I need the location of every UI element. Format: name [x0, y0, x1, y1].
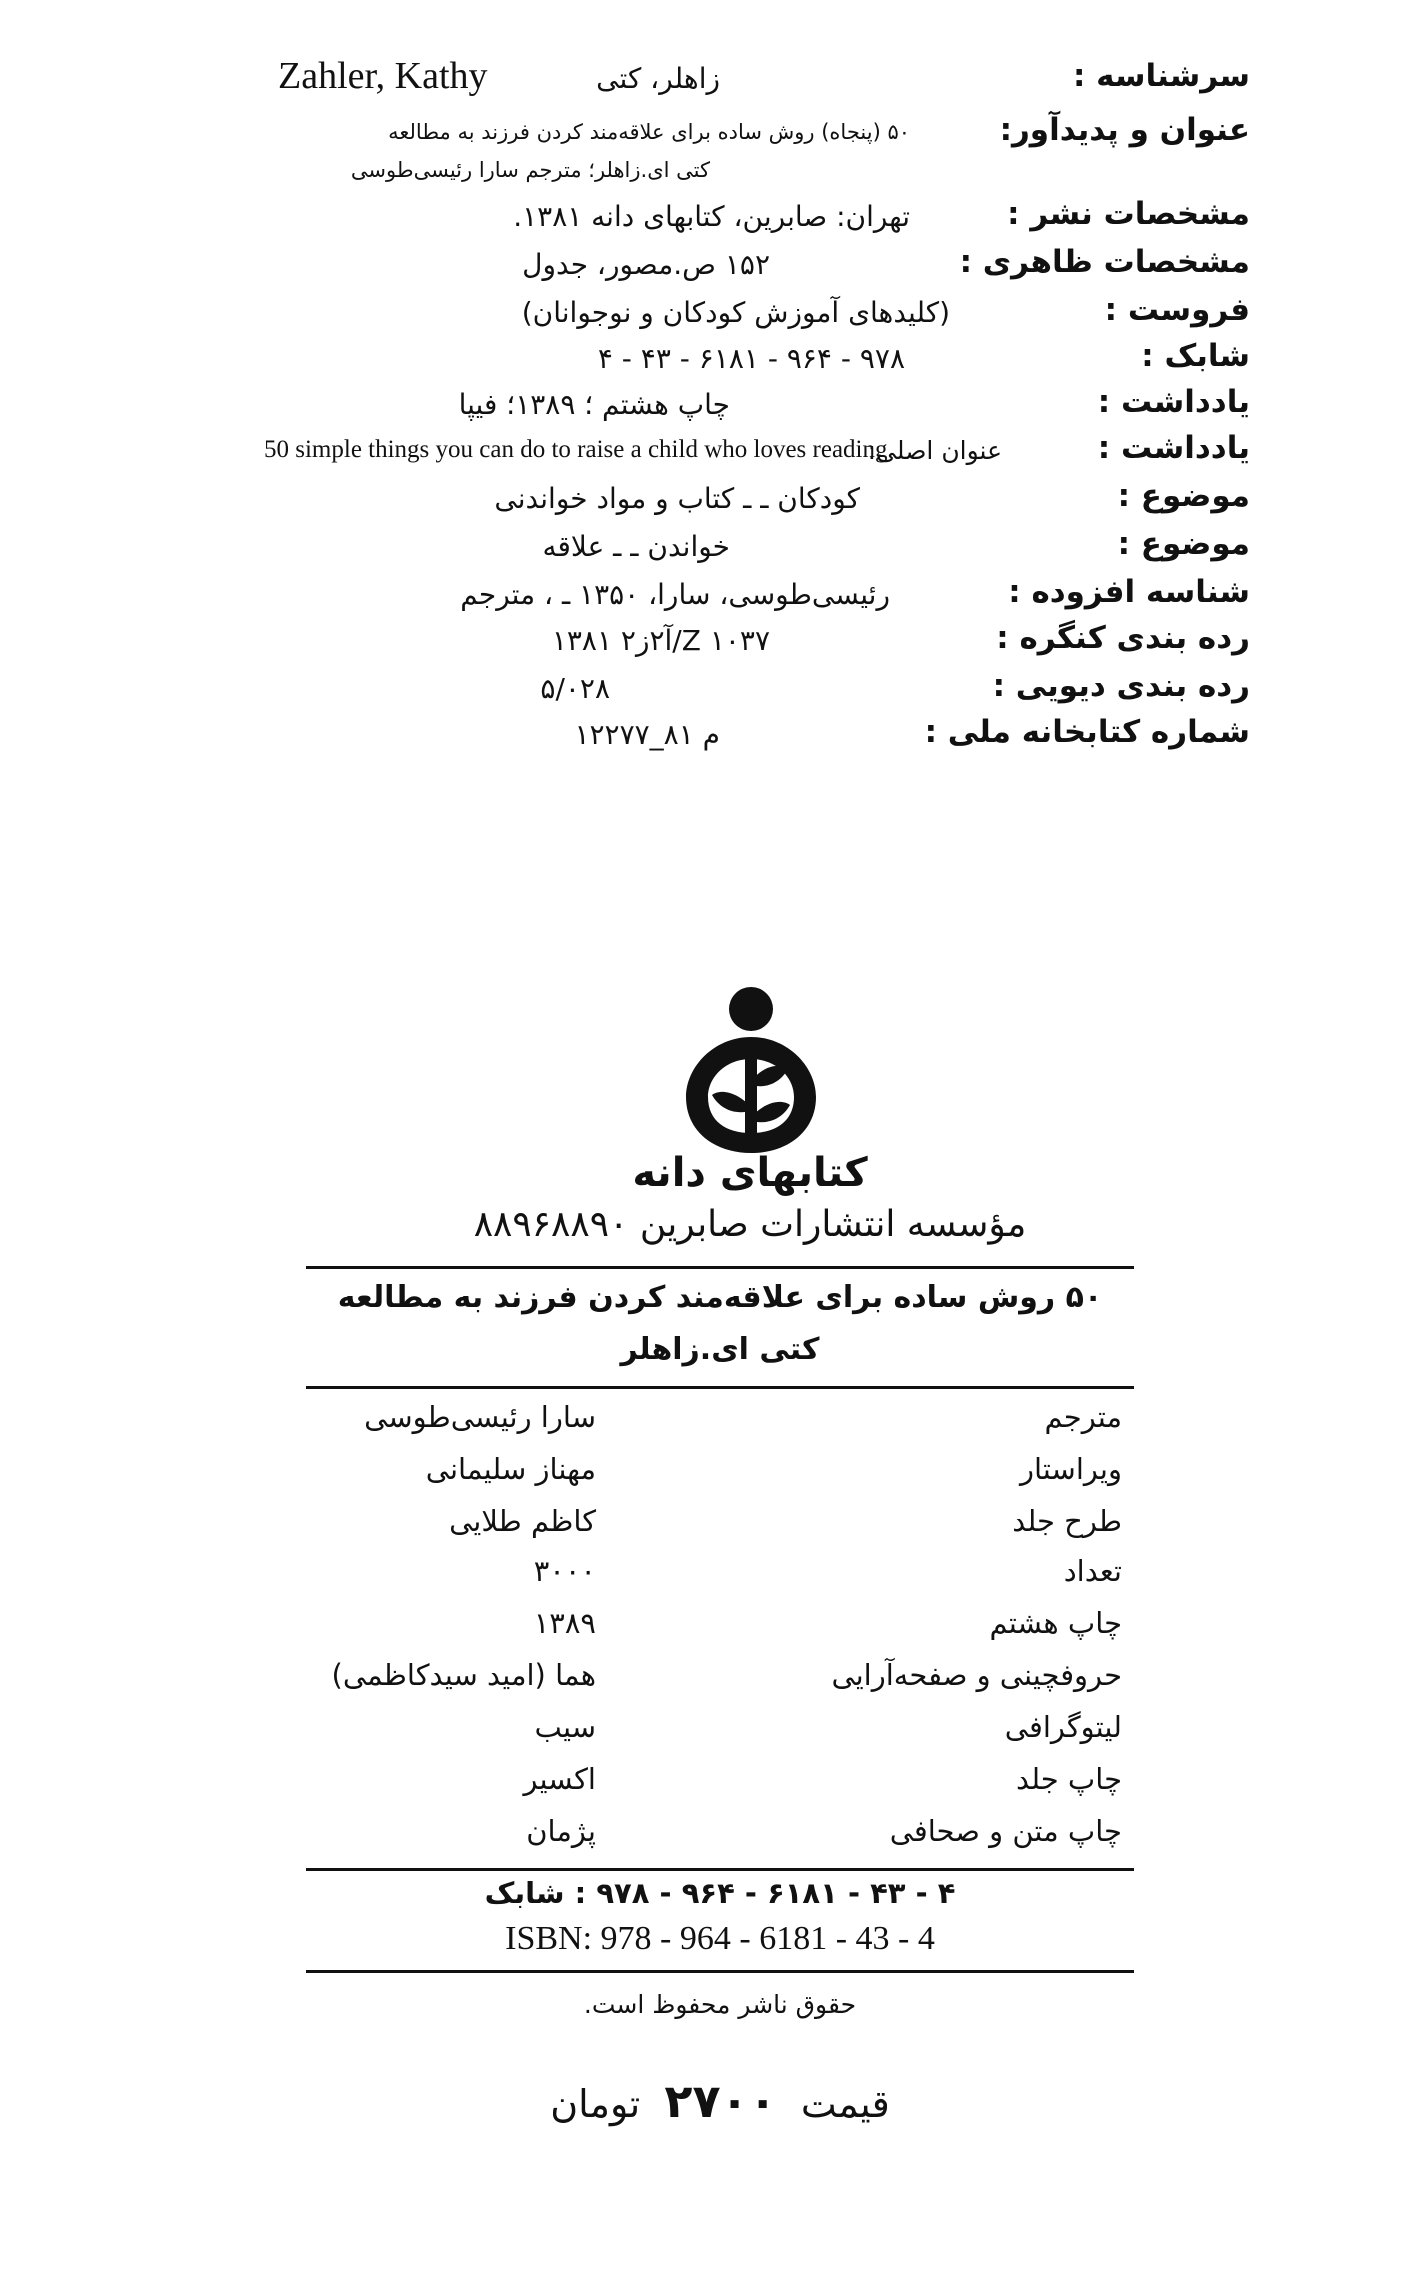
price-amount: ۲۷۰۰	[664, 2074, 777, 2128]
credit-role: چاپ هشتم	[989, 1606, 1122, 1640]
book-title: ۵۰ روش ساده برای علاقه‌مند کردن فرزند به مطالعه	[337, 1280, 1103, 1315]
publisher-name: کتابهای دانه	[632, 1150, 868, 1196]
publisher-institute: مؤسسه انتشارات صابرین ۸۸۹۶۸۸۹۰	[473, 1204, 1027, 1245]
divider	[306, 1868, 1134, 1871]
catalog-series	[260, 292, 1250, 340]
credit-role: چاپ متن و صحافی	[889, 1814, 1122, 1848]
catalog-label: سرشناسه :	[1072, 58, 1250, 94]
credit-row	[306, 1658, 1134, 1706]
credit-name: ۱۳۸۹	[533, 1606, 596, 1640]
catalog-note-1	[260, 384, 1250, 432]
catalog-value-en: Zahler, Kathy	[278, 55, 488, 97]
catalog-isbn	[260, 338, 1250, 386]
catalog-label: مشخصات نشر :	[1007, 196, 1250, 232]
catalog-title-line2: کتی ای.زاهلر؛ مترجم سارا رئیسی‌طوسی	[350, 158, 710, 182]
credit-row	[306, 1814, 1134, 1862]
catalog-value: ۵/۰۲۸	[540, 672, 610, 705]
catalog-value: کودکان ـ ـ کتاب و مواد خواندنی	[494, 482, 860, 515]
isbn-persian: ۴ - ۴۳ - ۶۱۸۱ - ۹۶۴ - ۹۷۸ : شابک	[484, 1876, 956, 1910]
catalog-label: یادداشت :	[1097, 384, 1250, 420]
catalog-label: فروست :	[1104, 292, 1250, 328]
catalog-label: شماره کتابخانه ملی :	[924, 714, 1250, 750]
credit-row	[306, 1554, 1134, 1602]
divider	[306, 1266, 1134, 1269]
credit-row	[306, 1400, 1134, 1448]
catalog-subject-2	[260, 526, 1250, 574]
catalog-title	[260, 112, 1250, 160]
catalog-publication	[260, 196, 1250, 244]
credit-name: پژمان	[526, 1814, 596, 1848]
catalog-national-number	[260, 714, 1250, 762]
catalog-added-entry	[260, 574, 1250, 622]
catalog-label: عنوان و پدیدآور:	[999, 112, 1250, 148]
catalog-label: موضوع :	[1117, 478, 1250, 514]
credit-role: لیتوگرافی	[1004, 1710, 1122, 1744]
credit-name: سیب	[534, 1710, 596, 1744]
credit-role: طرح جلد	[1012, 1504, 1122, 1538]
credit-name: ۳۰۰۰	[533, 1554, 596, 1588]
credit-name: کاظم طلایی	[449, 1504, 596, 1538]
catalog-value: م ۸۱_۱۲۲۷۷	[574, 718, 720, 751]
catalog-value: Z ۱۰۳۷/آ۲ز۲ ۱۳۸۱	[551, 624, 770, 657]
catalog-label: رده بندی کنگره :	[996, 620, 1250, 656]
catalog-value: ۹۷۸ - ۹۶۴ - ۶۱۸۱ - ۴۳ - ۴	[597, 342, 905, 375]
catalog-main-entry	[260, 55, 1250, 106]
catalog-original-title: 50 simple things you can do to raise a child who loves reading	[264, 436, 888, 463]
credit-name: مهناز سلیمانی	[425, 1452, 596, 1486]
credit-role: چاپ جلد	[1015, 1762, 1122, 1796]
credit-row	[306, 1762, 1134, 1810]
catalog-subject-1	[260, 478, 1250, 526]
divider	[306, 1386, 1134, 1389]
price-currency: تومان	[550, 2082, 641, 2126]
isbn-english: ISBN: 978 - 964 - 6181 - 43 - 4	[505, 1920, 935, 1957]
catalog-title-line1: ۵۰ (پنجاه) روش ساده برای علاقه‌مند کردن فرزند به مطالعه	[388, 120, 910, 144]
catalog-lc-class	[260, 620, 1250, 668]
credit-row	[306, 1710, 1134, 1758]
rights-notice: حقوق ناشر محفوظ است.	[583, 1990, 857, 2019]
catalog-label: مشخصات ظاهری :	[959, 244, 1250, 280]
catalog-note-prefix: عنوان اصلی:	[867, 436, 1002, 465]
credit-name: اکسیر	[523, 1762, 596, 1796]
credit-role: مترجم	[1044, 1400, 1122, 1434]
catalog-value: تهران: صابرین، کتابهای دانه ۱۳۸۱.	[513, 200, 910, 233]
catalog-value: ۱۵۲ ص.مصور، جدول	[522, 248, 770, 281]
credit-name: هما (امید سیدکاظمی)	[331, 1658, 596, 1692]
catalog-value-fa: زاهلر، کتی	[596, 62, 720, 95]
catalog-value: خواندن ـ ـ علاقه	[542, 530, 730, 563]
price-label: قیمت	[800, 2082, 890, 2126]
credit-row	[306, 1452, 1134, 1500]
book-author: کتی ای.زاهلر	[620, 1332, 820, 1367]
credit-row	[306, 1504, 1134, 1552]
credit-name: سارا رئیسی‌طوسی	[364, 1400, 596, 1434]
price	[306, 2074, 1134, 2128]
credit-role: تعداد	[1063, 1554, 1122, 1588]
credit-role: حروفچینی و صفحه‌آرایی	[831, 1658, 1122, 1692]
catalog-dewey	[260, 668, 1250, 716]
catalog-label: شناسه افزوده :	[1008, 574, 1250, 610]
catalog-value: چاپ هشتم ؛ ۱۳۸۹؛ فیپا	[458, 388, 730, 421]
catalog-note-2	[260, 430, 1250, 478]
catalog-value: (کلیدهای آموزش کودکان و نوجوانان)	[521, 296, 950, 329]
catalog-label: یادداشت :	[1097, 430, 1250, 466]
divider	[306, 1970, 1134, 1973]
credit-row	[306, 1606, 1134, 1654]
catalog-label: موضوع :	[1117, 526, 1250, 562]
credit-role: ویراستار	[1019, 1452, 1122, 1486]
publisher-logo-icon	[676, 985, 826, 1155]
catalog-label: رده بندی دیویی :	[992, 668, 1250, 704]
catalog-physical	[260, 244, 1250, 292]
catalog-value: رئیسی‌طوسی، سارا، ۱۳۵۰ ـ ، مترجم	[460, 578, 890, 611]
catalog-label: شابک :	[1141, 338, 1250, 374]
